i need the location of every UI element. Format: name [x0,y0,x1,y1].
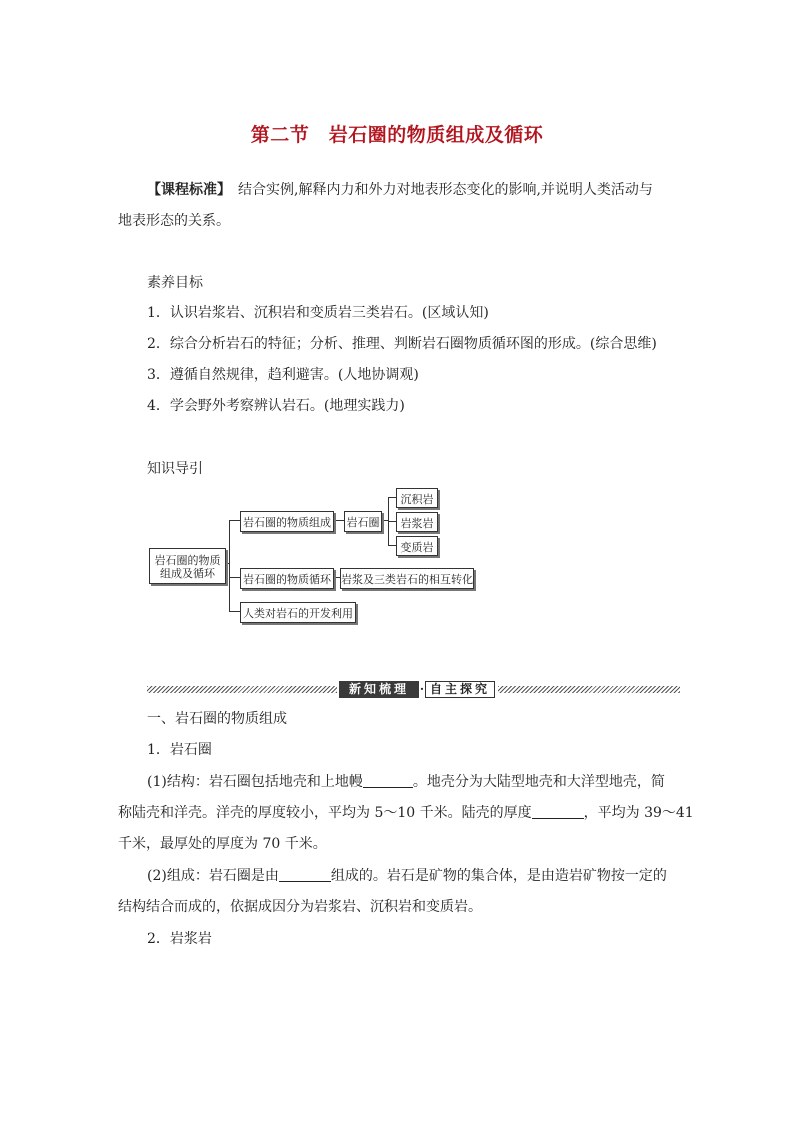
paragraph-structure-line3: 千米，最厚处的厚度为 70 千米。 [118,836,327,852]
paragraph-composition-line2: 结构结合而成的，依据成因分为岩浆岩、沉积岩和变质岩。 [118,899,482,915]
subsection-igneous: 2．岩浆岩 [147,931,212,947]
curriculum-standard [147,179,653,201]
fill-blank-2[interactable] [532,804,584,819]
section-heading: 一、岩石圈的物质组成 [147,711,287,727]
paragraph-structure-line1: (1)结构：岩石圈包括地壳和上地幔 。地壳分为大陆型地壳和大洋型地壳，简 [147,774,665,790]
goal-item-4: 4．学会野外考察辨认岩石。(地理实践力) [147,398,405,414]
standard-text-line1: 结合实例,解释内力和外力对地表形态变化的影响,并说明人类活动与 [224,182,653,198]
banner-left-label: 新知梳理 [339,681,419,698]
map-branch-composition: 岩石圈的物质组成 [240,511,334,532]
banner-hatch-left [147,686,337,693]
banner-hatch-right [498,686,680,693]
goal-item-2: 2．综合分析岩石的特征；分析、推理、判断岩石圈物质循环图的形成。(综合思维) [147,336,657,352]
map-cycle-child: 岩浆及三类岩石的相互转化 [340,568,474,589]
paragraph-structure-line2: 称陆壳和洋壳。洋壳的厚度较小，平均为 5～10 千米。陆壳的厚度 ，平均为 39～41 [118,805,694,821]
goals-heading: 素养目标 [147,275,203,291]
standard-text-line2: 地表形态的关系。 [118,213,230,229]
map-rock-igneous: 岩浆岩 [396,512,438,532]
fill-blank-1[interactable] [363,773,413,788]
map-root-node [149,548,226,584]
map-rock-metamorphic: 变质岩 [396,536,438,556]
map-branch-cycle: 岩石圈的物质循环 [240,568,334,589]
goal-item-1: 1．认识岩浆岩、沉积岩和变质岩三类岩石。(区域认知) [147,305,489,321]
banner-dot: · [419,682,425,696]
subsection-lithosphere: 1．岩石圈 [147,742,212,758]
map-rock-sedimentary: 沉积岩 [396,488,438,508]
goal-item-3: 3．遵循自然规律，趋利避害。(人地协调观) [147,367,419,383]
paragraph-composition-line1: (2)组成：岩石圈是由 组成的。岩石是矿物的集合体，是由造岩矿物按一定的 [147,868,667,884]
banner-right-label: 自主探究 [425,681,495,698]
page-title: 第二节 岩石圈的物质组成及循环 [250,124,544,146]
map-lithosphere-node: 岩石圈 [344,511,382,532]
map-root-line1: 岩石圈的物质 [154,554,221,567]
map-branch-utilization: 人类对岩石的开发利用 [240,602,356,623]
standard-label: 【课程标准】 [147,182,224,198]
map-root-line2: 组成及循环 [160,567,215,580]
guide-heading: 知识导引 [147,461,203,477]
fill-blank-3[interactable] [279,867,331,882]
